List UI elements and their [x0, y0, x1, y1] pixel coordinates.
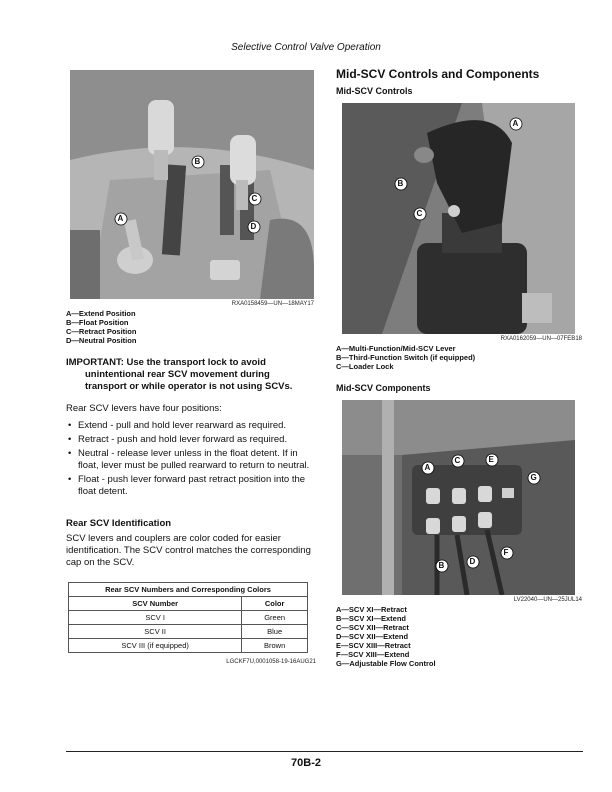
figure-mid-scv-components — [342, 400, 575, 595]
callout-d: D — [466, 555, 480, 569]
figure2-code: RXA0162059—UN—07FEB18 — [500, 336, 582, 342]
figure1-code: RXA0158459—UN—18MAY17 — [231, 301, 314, 307]
callout-d: D — [247, 220, 261, 234]
rear-scv-levers-illustration — [70, 70, 314, 299]
mid-scv-components-illustration — [342, 400, 575, 595]
intro-text: Rear SCV levers have four positions: — [66, 403, 222, 414]
legend-item: B—Float Position — [66, 318, 129, 327]
table-title: Rear SCV Numbers and Corresponding Colors — [69, 583, 308, 597]
table-row: SCV I Green — [69, 611, 308, 625]
callout-c: C — [413, 207, 427, 221]
callout-b: B — [394, 177, 408, 191]
callout-e: E — [485, 453, 499, 467]
running-header: Selective Control Valve Operation — [231, 42, 381, 53]
list-item: • Float - push lever forward past retract position into the float detent. — [66, 474, 316, 498]
components-heading: Mid-SCV Components — [336, 383, 431, 393]
footer-code: LGCKF7U,0001058-19-16AUG21 — [226, 659, 316, 665]
figure-rear-scv-levers — [70, 70, 314, 299]
callout-b: B — [191, 155, 205, 169]
callout-a: A — [421, 461, 435, 475]
legend-item: D—SCV XII—Extend — [336, 632, 409, 641]
figure2-legend — [336, 344, 475, 371]
figure-mid-scv-controls — [342, 103, 575, 334]
callout-g: G — [527, 471, 541, 485]
positions-list — [66, 420, 316, 500]
legend-item: B—Third-Function Switch (if equipped) — [336, 353, 476, 362]
figure3-legend — [336, 605, 436, 668]
callout-f: F — [500, 546, 514, 560]
legend-item: A—SCV XI—Retract — [336, 605, 407, 614]
legend-item: C—SCV XII—Retract — [336, 623, 409, 632]
callout-a: A — [509, 117, 523, 131]
callout-b: B — [435, 559, 449, 573]
table-row: SCV II Blue — [69, 625, 308, 639]
figure3-code: LV22040—UN—25JUL14 — [513, 597, 582, 603]
list-item: • Retract - push and hold lever forward as required. — [66, 434, 316, 446]
footer-rule — [66, 751, 583, 752]
table-header: Color — [242, 597, 308, 611]
list-item: • Extend - pull and hold lever rearward as required. — [66, 420, 316, 432]
callout-c: C — [451, 454, 465, 468]
legend-item: A—Multi-Function/Mid-SCV Lever — [336, 344, 456, 353]
legend-item: B—SCV XI—Extend — [336, 614, 407, 623]
legend-item: C—Loader Lock — [336, 362, 394, 371]
scv-identification-text: SCV levers and couplers are color coded for easier identification. The SCV control matches the corresponding cap on the SCV. — [66, 533, 311, 568]
mid-scv-controls-illustration — [342, 103, 575, 334]
legend-item: G—Adjustable Flow Control — [336, 659, 436, 668]
important-note: IMPORTANT: Use the transport lock to avoid unintentional rear SCV movement during transport or while operator is not using SCVs. — [66, 357, 293, 392]
table-header: SCV Number — [69, 597, 242, 611]
legend-item: C—Retract Position — [66, 327, 137, 336]
controls-heading: Mid-SCV Controls — [336, 86, 413, 96]
legend-item: E—SCV XIII—Retract — [336, 641, 411, 650]
callout-c: C — [248, 192, 262, 206]
list-item: • Neutral - release lever unless in the float detent. If in float, lever must be pulled rearward to return to neutral. — [66, 448, 316, 472]
legend-item: D—Neutral Position — [66, 336, 137, 345]
figure1-legend — [66, 309, 136, 345]
table-row: SCV III (if equipped) Brown — [69, 639, 308, 653]
scv-color-table — [68, 582, 308, 653]
scv-identification-heading: Rear SCV Identification — [66, 518, 172, 529]
section-title: Mid-SCV Controls and Components — [336, 67, 540, 81]
page-number: 70B-2 — [291, 757, 321, 769]
callout-a: A — [114, 212, 128, 226]
legend-item: F—SCV XIII—Extend — [336, 650, 410, 659]
legend-item: A—Extend Position — [66, 309, 136, 318]
